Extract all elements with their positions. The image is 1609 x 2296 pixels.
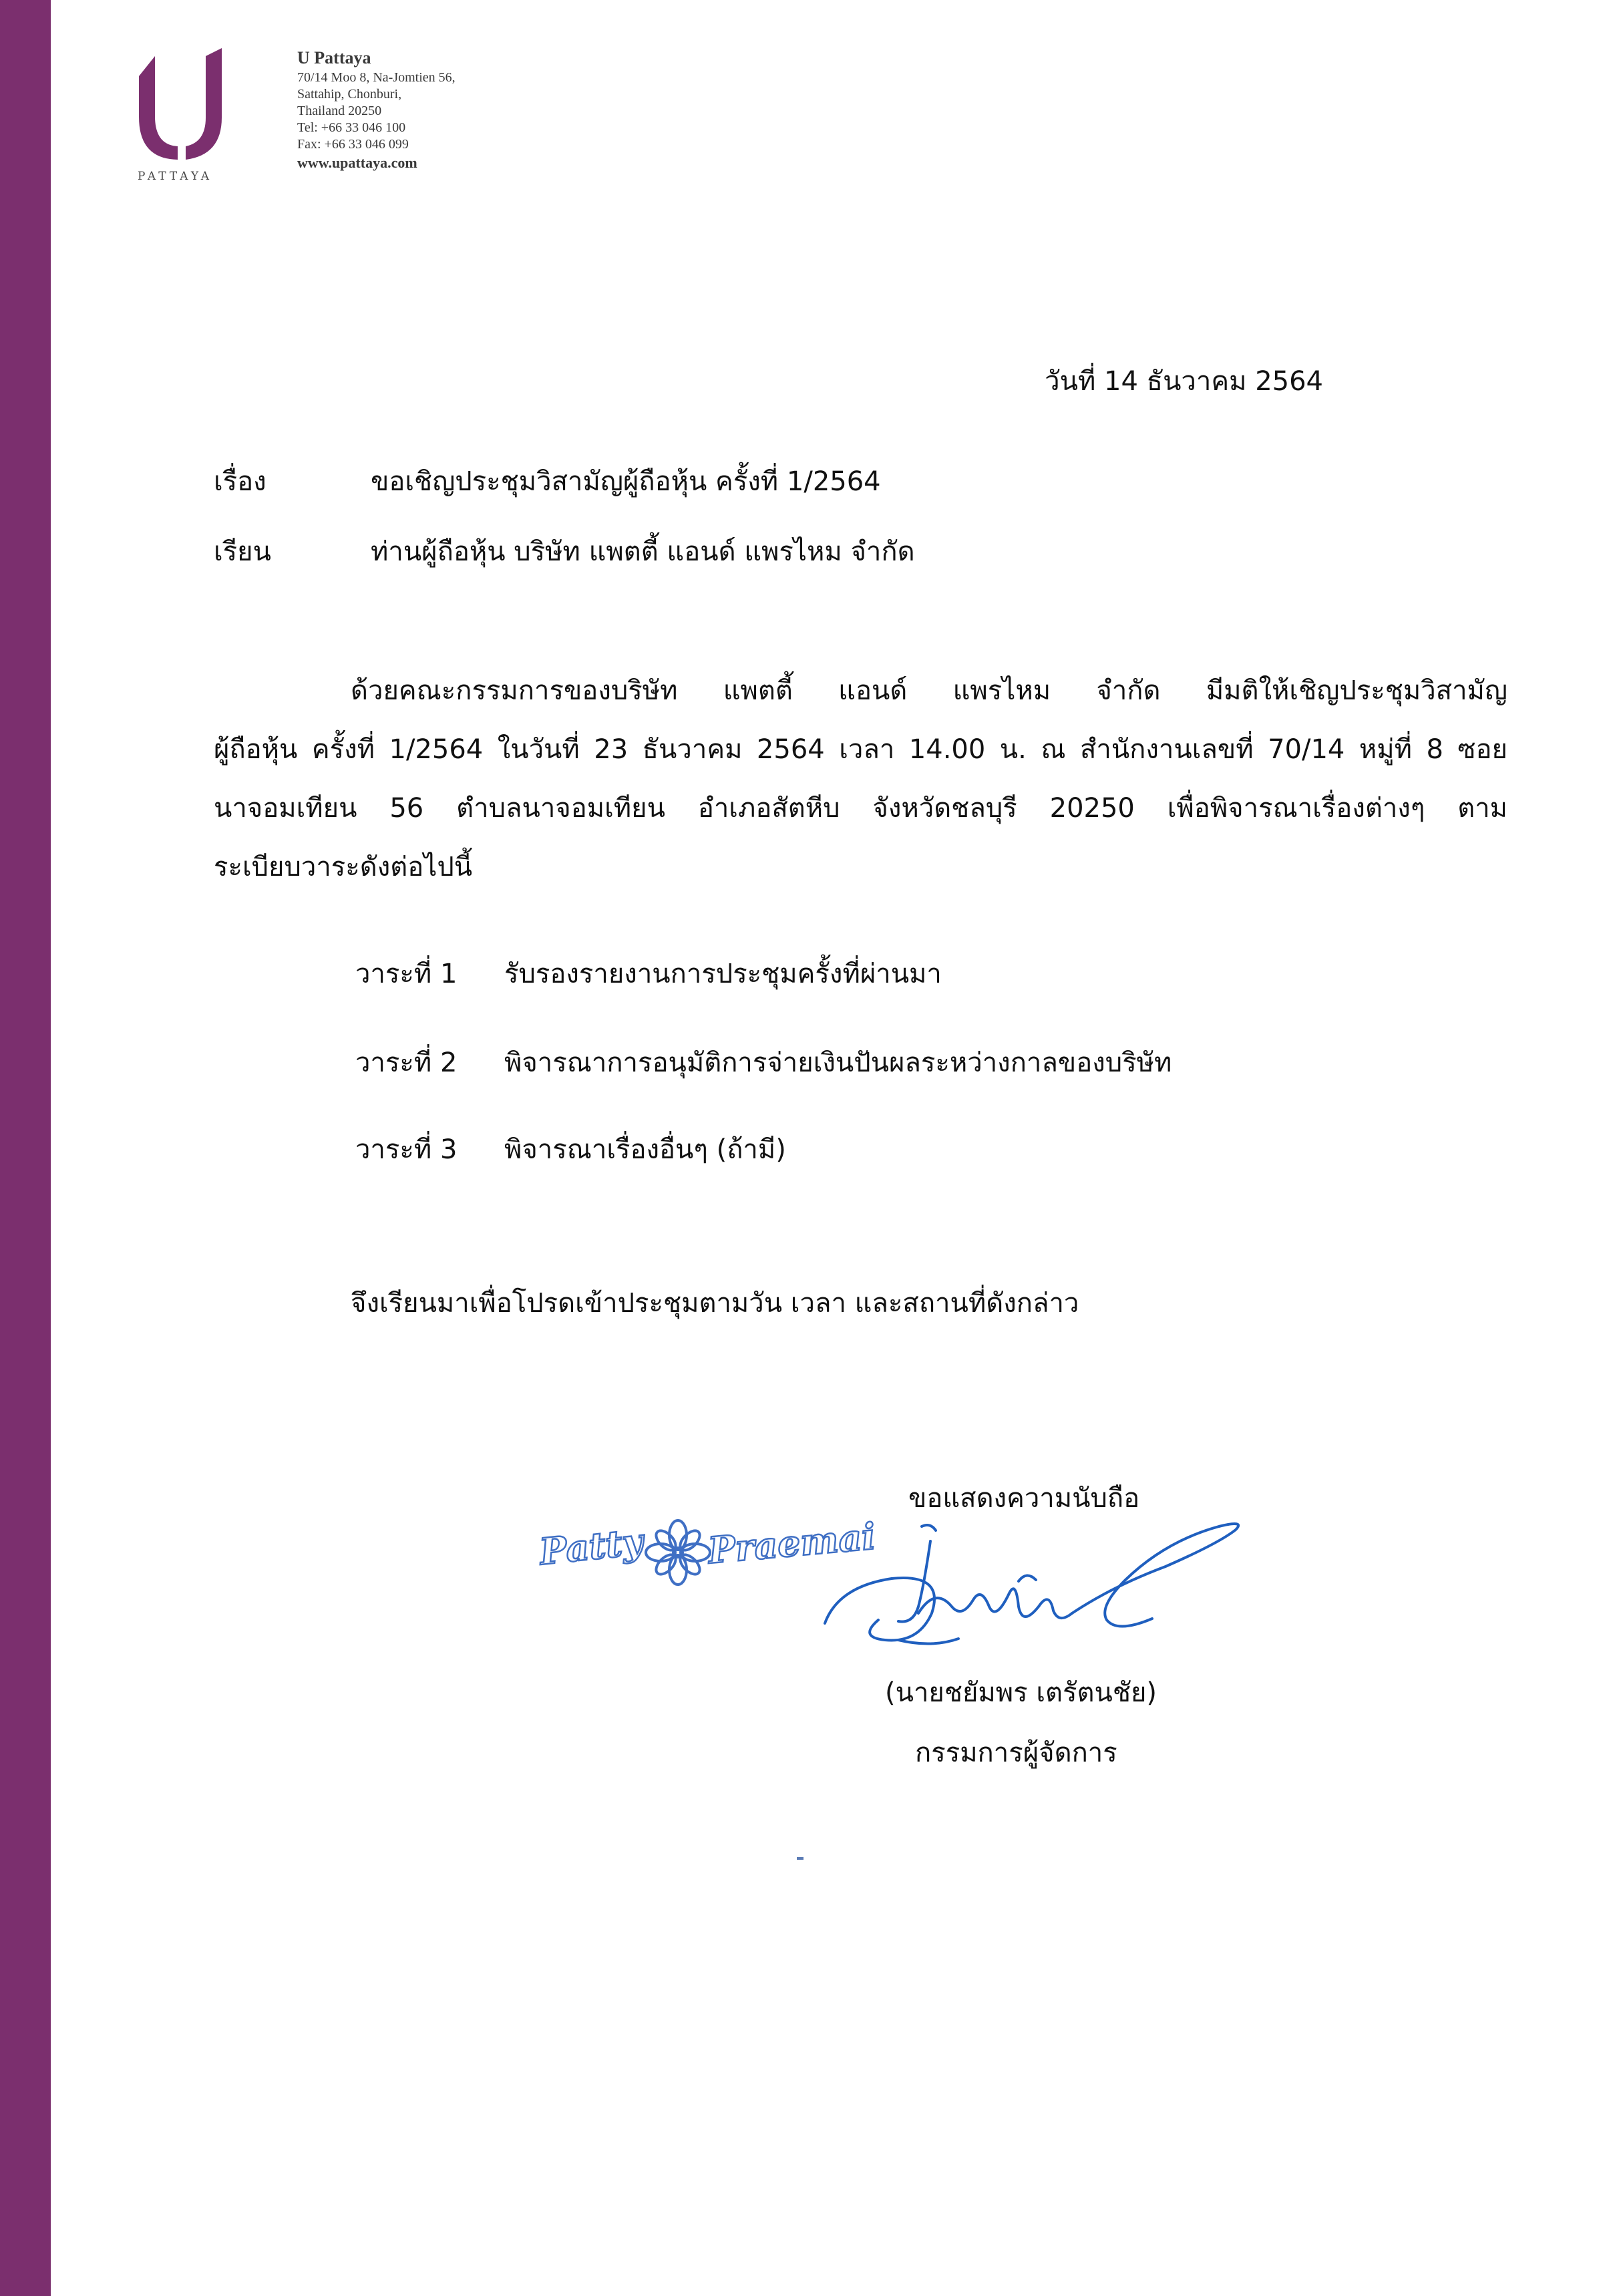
company-address-block: [297, 47, 456, 173]
signer-title: กรรมการผู้จัดการ: [915, 1738, 1117, 1768]
agenda-item: พิจารณาเรื่องอื่นๆ (ถ้ามี): [504, 1134, 786, 1165]
address-line: Sattahip, Chonburi,: [297, 87, 402, 102]
subject-label: เรื่อง: [214, 466, 266, 497]
body-line: ระเบียบวาระดังต่อไปนี้: [214, 852, 473, 882]
svg-text:Praemai: Praemai: [706, 1514, 878, 1572]
telephone: Tel: +66 33 046 100: [297, 120, 406, 135]
u-logo: [134, 48, 227, 162]
closing-line: จึงเรียนมาเพื่อโปรดเข้าประชุมตามวัน เวลา และสถานที่ดังกล่าว: [351, 1288, 1079, 1319]
logo-caption: PATTAYA: [138, 170, 213, 183]
svg-text:Patty: Patty: [537, 1520, 645, 1573]
body-line: ด้วยคณะกรรมการของบริษัท แพตตี้ แอนด์ แพรไหม จำกัด มีมติให้เชิญประชุมวิสามัญ: [351, 675, 1507, 706]
website: www.upattaya.com: [297, 154, 417, 171]
complimentary-close: ขอแสดงความนับถือ: [908, 1483, 1140, 1514]
agenda-label: วาระที่ 1: [355, 959, 458, 989]
letter-date: วันที่ 14 ธันวาคม 2564: [1045, 366, 1323, 397]
address-line: Thailand 20250: [297, 104, 382, 118]
body-line: ผู้ถือหุ้น ครั้งที่ 1/2564 ในวันที่ 23 ธันวาคม 2564 เวลา 14.00 น. ณ สำนักงานเลขที่ 70/14 หมู่ที่ 8 ซอย: [214, 734, 1507, 765]
company-name: U Pattaya: [297, 48, 371, 67]
stray-mark: [797, 1857, 803, 1860]
letterhead-side-bar: [0, 0, 51, 2296]
fax: Fax: +66 33 046 099: [297, 137, 409, 152]
body-line: นาจอมเทียน 56 ตำบลนาจอมเทียน อำเภอสัตหีบ จังหวัดชลบุรี 20250 เพื่อพิจารณาเรื่องต่างๆ ตาม: [214, 793, 1507, 824]
signer-name: (นายชยัมพร เตรัตนชัย): [885, 1677, 1157, 1708]
agenda-label: วาระที่ 3: [355, 1134, 458, 1165]
handwritten-signature: [818, 1506, 1246, 1680]
agenda-label: วาระที่ 2: [355, 1047, 458, 1078]
agenda-item: รับรองรายงานการประชุมครั้งที่ผ่านมา: [504, 959, 942, 989]
address-line: 70/14 Moo 8, Na-Jomtien 56,: [297, 70, 456, 85]
recipient-text: ท่านผู้ถือหุ้น บริษัท แพตตี้ แอนด์ แพรไหม จำกัด: [371, 536, 915, 567]
subject-text: ขอเชิญประชุมวิสามัญผู้ถือหุ้น ครั้งที่ 1/2564: [371, 466, 881, 497]
agenda-item: พิจารณาการอนุมัติการจ่ายเงินปันผลระหว่างกาลของบริษัท: [504, 1047, 1172, 1078]
body-paragraph: [214, 673, 1507, 909]
recipient-label: เรียน: [214, 536, 271, 567]
